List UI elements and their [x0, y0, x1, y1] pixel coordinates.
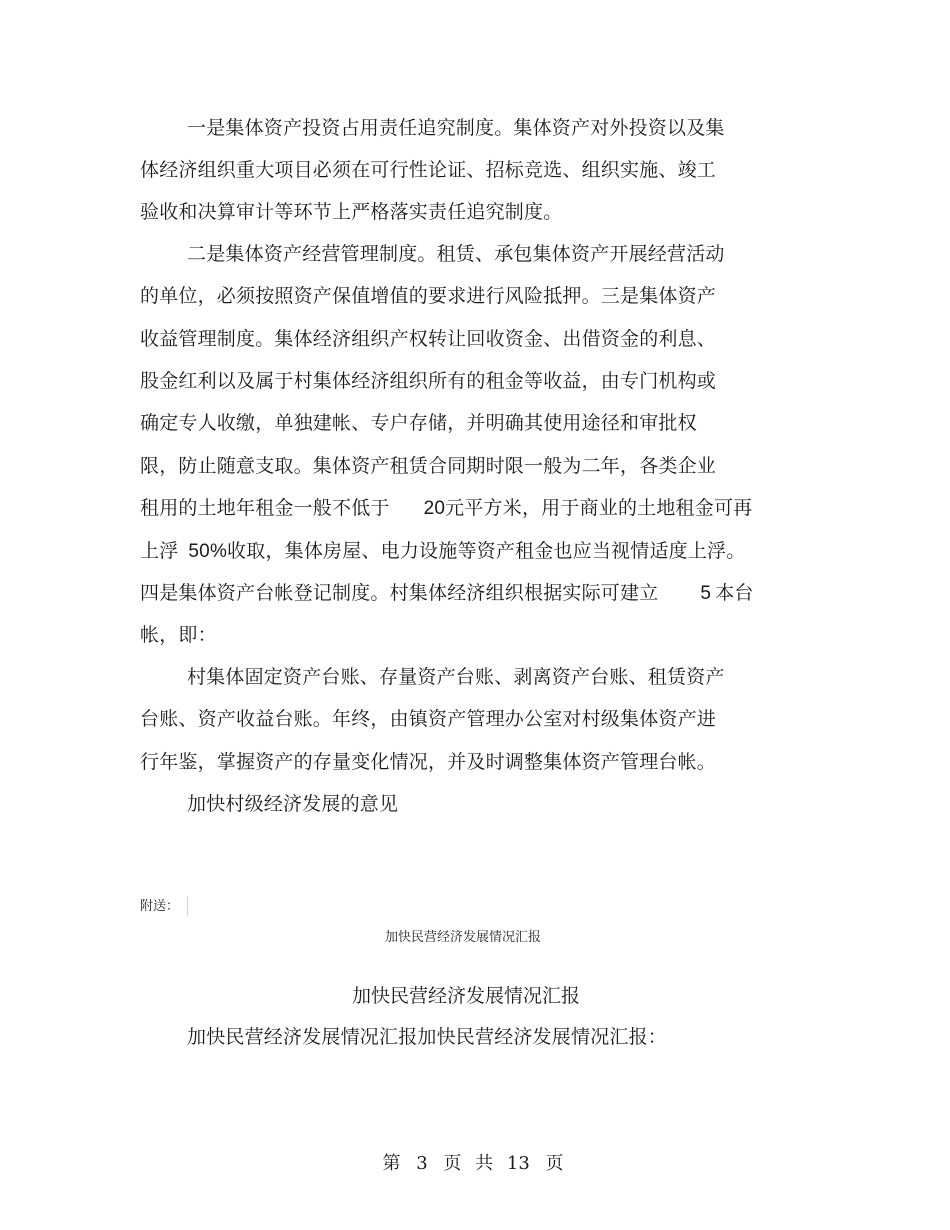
float-text-b: 收取，集体房屋、电力设施等资产租金也应当视情适度上浮。	[227, 540, 746, 562]
paragraph-line-float	[140, 539, 745, 564]
footer-total-pages: 13	[506, 1153, 530, 1174]
paragraph-line: 台账、资产收益台账。年终，由镇资产管理办公室对村级集体资产进	[140, 708, 717, 730]
paragraph-line: 村集体固定资产台账、存量资产台账、剥离资产台账、租赁资产	[187, 666, 725, 688]
paragraph-line: 确定专人收缴，单独建帐、专户存储，并明确其使用途径和审批权	[140, 412, 697, 434]
paragraph-line: 收益管理制度。集体经济组织产权转让回收资金、出借资金的利息、	[140, 328, 717, 350]
footer-di: 第	[382, 1153, 401, 1174]
annex-label: 附送：	[140, 899, 180, 914]
paragraph-line: 的单位，必须按照资产保值增值的要求进行风险抵押。三是集体资产	[140, 285, 717, 307]
footer-ye: 页	[443, 1153, 462, 1174]
footer-ye2: 页	[545, 1153, 564, 1174]
ledger-text-a: 四是集体资产台帐登记制度。村集体经济组织根据实际可建立	[140, 582, 659, 604]
annex-divider	[187, 896, 188, 916]
rent-amount: 20	[423, 498, 446, 519]
paragraph-line: 体经济组织重大项目必须在可行性论证、招标竞选、组织实施、竣工	[140, 159, 717, 181]
paragraph-line: 一是集体资产投资占用责任追究制度。集体资产对外投资以及集	[187, 117, 725, 139]
rent-text-b: 元平方米，用于商业的土地租金可再	[445, 497, 753, 519]
paragraph-line: 行年鉴，掌握资产的存量变化情况，并及时调整集体资产管理台帐。	[140, 751, 717, 773]
paragraph-line: 股金红利以及属于村集体经济组织所有的租金等收益，由专门机构或	[140, 370, 717, 392]
paragraph-line: 限，防止随意支取。集体资产租赁合同期时限一般为二年，各类企业	[140, 455, 717, 477]
float-text-a: 上浮	[140, 540, 179, 562]
report-first-line: 加快民营经济发展情况汇报加快民营经济发展情况汇报：	[187, 1026, 668, 1048]
footer-page-number: 3	[416, 1153, 428, 1174]
paragraph-line: 二是集体资产经营管理制度。租赁、承包集体资产开展经营活动	[187, 243, 725, 265]
paragraph-line: 验收和决算审计等环节上严格落实责任追究制度。	[140, 201, 563, 223]
float-percent: 50%	[188, 541, 228, 562]
annex-small-title: 加快民营经济发展情况汇报	[384, 930, 541, 945]
rent-text-a: 租用的土地年租金一般不低于	[140, 497, 390, 519]
paragraph-line-rent	[140, 496, 752, 521]
ledger-count: 5	[700, 583, 712, 604]
report-title: 加快民营经济发展情况汇报	[351, 985, 580, 1007]
paragraph-line: 帐，即：	[140, 624, 217, 646]
paragraph-heading: 加快村级经济发展的意见	[187, 793, 399, 815]
paragraph-line-ledger	[140, 581, 754, 606]
footer-gong: 共	[475, 1153, 494, 1174]
page-footer	[0, 1153, 946, 1175]
ledger-text-b: 本台	[715, 582, 754, 604]
